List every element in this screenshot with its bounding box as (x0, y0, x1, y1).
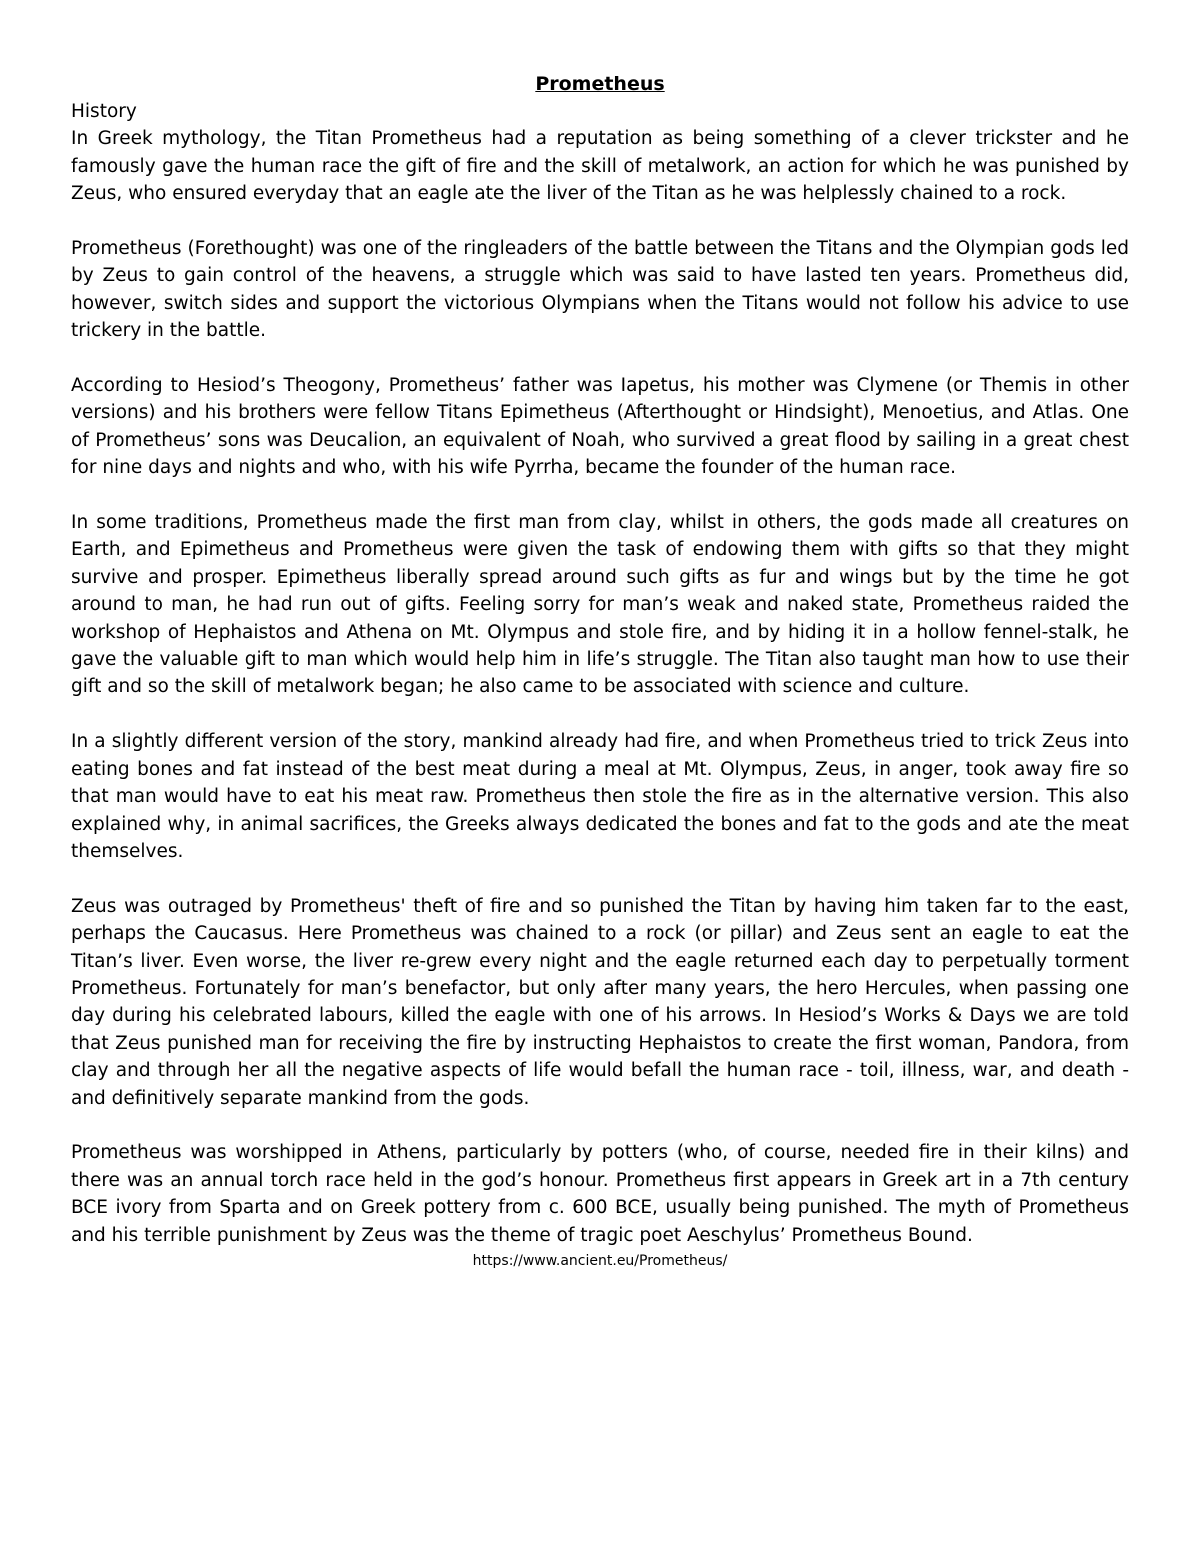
document-page (71, 70, 1129, 1273)
paragraph: In Greek mythology, the Titan Prometheus had a reputation as being something of a clever trickster and he famously gave the human race the gift of fire and the skill of metalwork, an action for which he was punished by Zeus, who ensured everyday that an eagle ate the liver of the Titan as he was helplessly chained to a rock. (71, 128, 1129, 205)
source-link[interactable]: https://www.ancient.eu/Prometheus/ (472, 1252, 728, 1269)
document-title: Prometheus (535, 73, 665, 95)
paragraph: In some traditions, Prometheus made the first man from clay, whilst in others, the gods made all creatures on Earth, and Epimetheus and Prometheus were given the task of endowing them with gifts so that they might survive and prosper. Epimetheus liberally spread around such gifts as fur and wings but by the time he got around to man, he had run out of gifts. Feeling sorry for man’s weak and naked state, Prometheus raided the workshop of Hephaistos and Athena on Mt. Olympus and stole fire, and by hiding it in a hollow fennel-stalk, he gave the valuable gift to man which would help him in life’s struggle. The Titan also taught man how to use their gift and so the skill of metalwork began; he also came to be associated with science and culture. (71, 512, 1129, 698)
paragraph: Zeus was outraged by Prometheus' theft of fire and so punished the Titan by having him taken far to the east, perhaps the Caucasus. Here Prometheus was chained to a rock (or pillar) and Zeus sent an eagle to eat the Titan’s liver. Even worse, the liver re-grew every night and the eagle returned each day to perpetually torment Prometheus. Fortunately for man’s benefactor, but only after many years, the hero Hercules, when passing one day during his celebrated labours, killed the eagle with one of his arrows. In Hesiod’s Works & Days we are told that Zeus punished man for receiving the fire by instructing Hephaistos to create the first woman, Pandora, from clay and through her all the negative aspects of life would befall the human race - toil, illness, war, and death - and definitively separate mankind from the gods. (71, 895, 1129, 1109)
paragraph: Prometheus was worshipped in Athens, particularly by potters (who, of course, needed fire in their kilns) and there was an annual torch race held in the god’s honour. Prometheus first appears in Greek art in a 7th century BCE ivory from Sparta and on Greek pottery from c. 600 BCE, usually being punished. The myth of Prometheus and his terrible punishment by Zeus was the theme of tragic poet Aeschylus’ Prometheus Bound. (71, 1142, 1129, 1246)
paragraph: According to Hesiod’s Theogony, Prometheus’ father was Iapetus, his mother was Clymene (or Themis in other versions) and his brothers were fellow Titans Epimetheus (Afterthought or Hindsight), Menoetius, and Atlas. One of Prometheus’ sons was Deucalion, an equivalent of Noah, who survived a great flood by sailing in a great chest for nine days and nights and who, with his wife Pyrrha, became the founder of the human race. (71, 375, 1129, 479)
section-label: History (71, 101, 137, 122)
paragraph: Prometheus (Forethought) was one of the ringleaders of the battle between the Titans and the Olympian gods led by Zeus to gain control of the heavens, a struggle which was said to have lasted ten years. Prometheus did, however, switch sides and support the victorious Olympians when the Titans would not follow his advice to use trickery in the battle. (71, 238, 1129, 342)
paragraph: In a slightly different version of the story, mankind already had fire, and when Prometheus tried to trick Zeus into eating bones and fat instead of the best meat during a meal at Mt. Olympus, Zeus, in anger, took away fire so that man would have to eat his meat raw. Prometheus then stole the fire as in the alternative version. This also explained why, in animal sacrifices, the Greeks always dedicated the bones and fat to the gods and ate the meat themselves. (71, 731, 1129, 862)
